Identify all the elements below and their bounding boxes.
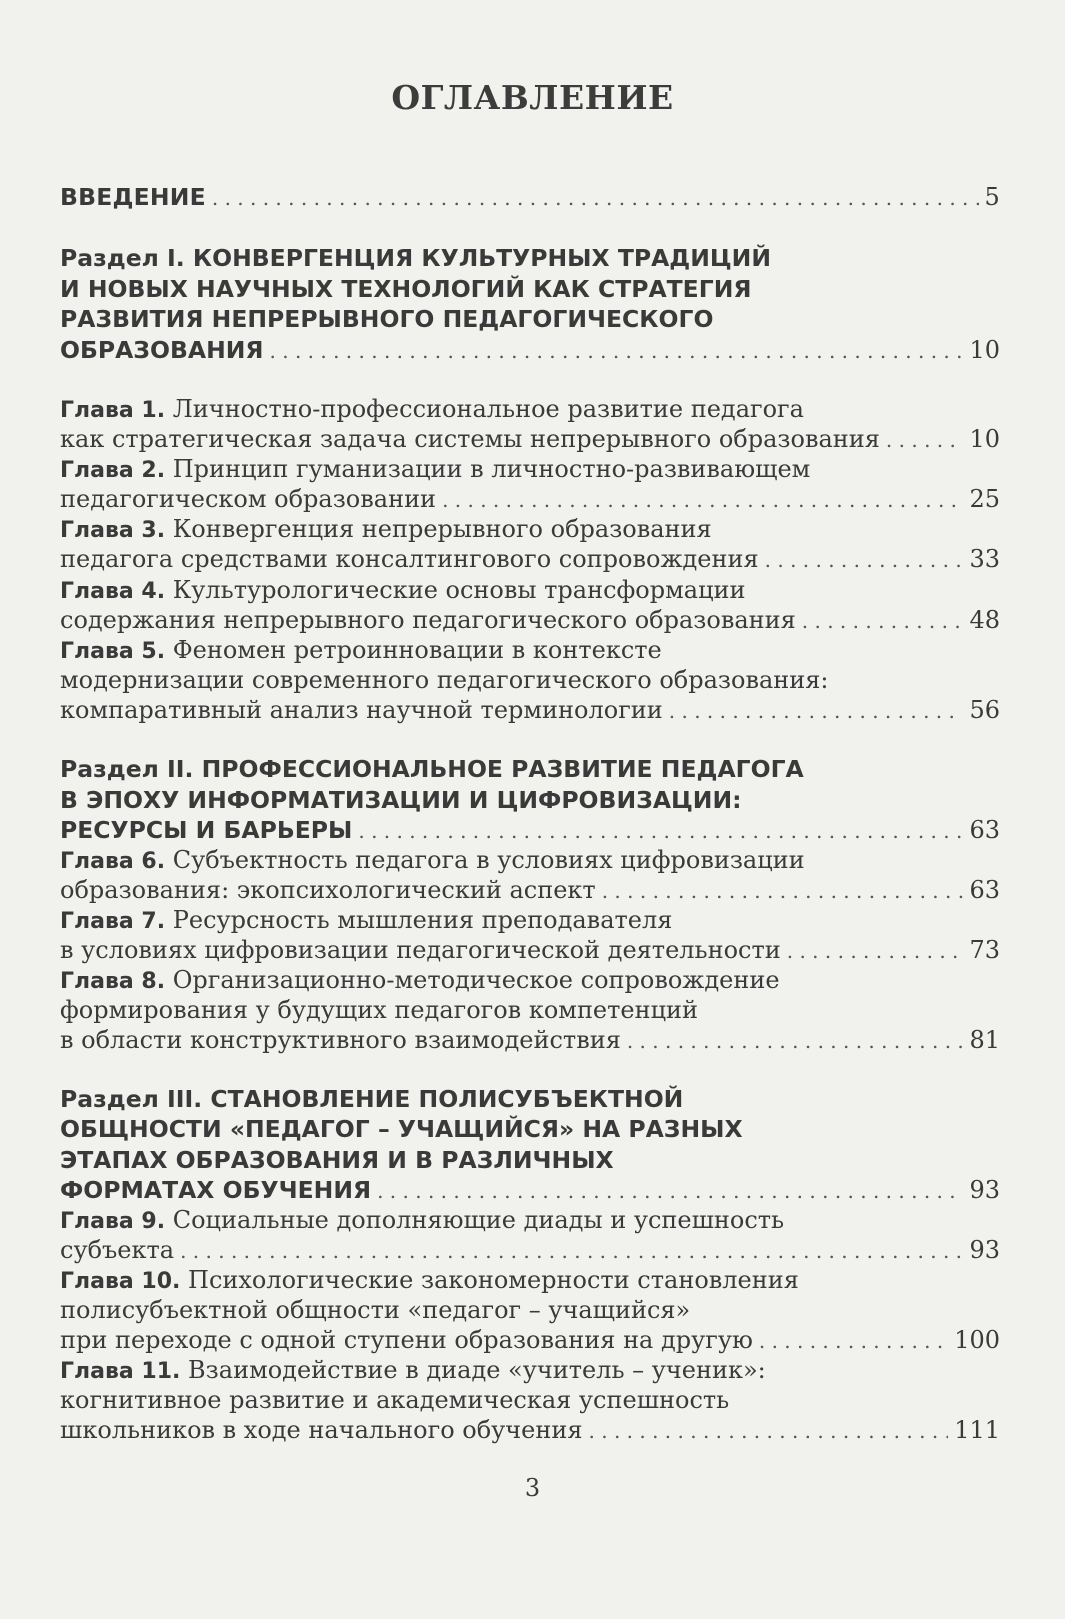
chapter-title: в условиях цифровизации педагогической деятельности [60,936,781,964]
chapter-title: как стратегическая задача системы непрерывного образования [60,425,880,453]
dot-leader [180,1236,963,1267]
page-number: 100 [954,1326,1000,1354]
chapter-1-line-1[interactable] [60,394,1000,425]
page-number: 73 [969,936,1000,964]
page-number: 93 [969,1236,1000,1264]
chapter-8-line-3[interactable] [60,1025,1000,1056]
chapter-title: образования: экопсихологический аспект [60,876,596,904]
toc-entry-introduction[interactable] [60,182,1000,213]
chapter-11-line-3[interactable] [60,1415,1000,1446]
chapter-3-line-2[interactable] [60,544,1000,575]
chapter-title: педагога средствами консалтингового сопровождения [60,545,759,573]
chapter-6-line-2[interactable] [60,875,1000,906]
chapter-11-line-2[interactable]: когнитивное развитие и академическая успешность [60,1386,730,1414]
chapter-10-line-3[interactable] [60,1325,1000,1356]
page-number: 33 [969,545,1000,573]
chapter-4-line-1[interactable] [60,575,1000,606]
chapter-label: Глава 11. [60,1359,181,1384]
chapter-10-line-2[interactable]: полисубъектной общности «педагог – учащийся» [60,1296,691,1324]
dot-leader [270,336,964,367]
chapter-title: компаративный анализ научной терминологии [60,696,663,724]
chapter-8-line-1[interactable] [60,965,1000,996]
dot-leader [627,1026,964,1057]
chapter-8-line-2[interactable]: формирования у будущих педагогов компетенций [60,996,699,1024]
chapter-title: Субъектность педагога в условиях цифровизации [172,846,805,874]
chapter-1-line-2[interactable] [60,424,1000,455]
chapter-label: Глава 8. [60,969,166,994]
chapter-3-line-1[interactable] [60,514,1000,545]
page-title: ОГЛАВЛЕНИЕ [391,78,674,117]
section-2-line-3[interactable] [60,815,1000,846]
folio-page-number: 3 [524,1474,541,1502]
section-2-line-2[interactable]: В ЭПОХУ ИНФОРМАТИЗАЦИИ И ЦИФРОВИЗАЦИИ: [60,786,742,814]
chapter-title: Психологические закономерности становления [188,1266,799,1294]
chapter-label: Глава 3. [60,518,166,543]
page-number: 48 [969,606,1000,634]
chapter-label: Глава 6. [60,849,166,874]
chapter-title: субъекта [60,1236,175,1264]
chapter-11-line-1[interactable] [60,1355,1000,1386]
chapter-6-line-1[interactable] [60,845,1000,876]
page-number: 81 [969,1026,1000,1054]
dot-leader [886,425,964,456]
dot-leader [589,1416,949,1447]
chapter-title: Личностно-профессиональное развитие педагога [172,395,804,423]
section-1-line-1[interactable]: Раздел I. КОНВЕРГЕНЦИЯ КУЛЬТУРНЫХ ТРАДИЦИЙ [60,244,772,272]
chapter-label: Глава 5. [60,639,166,664]
chapter-label: Глава 10. [60,1269,181,1294]
page-number: 63 [969,816,1000,844]
section-3-line-4[interactable] [60,1175,1000,1206]
chapter-label: Глава 7. [60,909,166,934]
entry-label: ФОРМАТАХ ОБУЧЕНИЯ [60,1176,372,1204]
chapter-10-line-1[interactable] [60,1265,1000,1296]
chapter-title: Социальные дополняющие диады и успешность [172,1206,785,1234]
entry-label: ОБРАЗОВАНИЯ [60,336,264,364]
dot-leader [669,696,964,727]
entry-label: РЕСУРСЫ И БАРЬЕРЫ [60,816,353,844]
page-number: 5 [984,183,1000,211]
section-3-line-3[interactable]: ЭТАПАХ ОБРАЗОВАНИЯ И В РАЗЛИЧНЫХ [60,1146,614,1174]
page-number: 10 [969,336,1000,364]
page-number: 111 [954,1416,1000,1444]
section-3-line-2[interactable]: ОБЩНОСТИ «ПЕДАГОГ – УЧАЩИЙСЯ» НА РАЗНЫХ [60,1115,743,1143]
chapter-title: Конвергенция непрерывного образования [172,515,712,543]
chapter-7-line-2[interactable] [60,935,1000,966]
page-number: 56 [969,696,1000,724]
chapter-7-line-1[interactable] [60,905,1000,936]
page-number: 93 [969,1176,1000,1204]
page-number: 63 [969,876,1000,904]
chapter-label: Глава 1. [60,398,166,423]
chapter-title: в области конструктивного взаимодействия [60,1026,621,1054]
dot-leader [787,936,964,967]
chapter-title: Принцип гуманизации в личностно-развивающем [172,455,811,483]
page-number: 25 [969,485,1000,513]
dot-leader [759,1326,948,1357]
chapter-label: Глава 9. [60,1209,166,1234]
section-1-line-2[interactable]: И НОВЫХ НАУЧНЫХ ТЕХНОЛОГИЙ КАК СТРАТЕГИЯ [60,275,752,303]
chapter-5-line-3[interactable] [60,695,1000,726]
chapter-title: школьников в ходе начального обучения [60,1416,583,1444]
chapter-title: Взаимодействие в диаде «учитель – ученик»: [188,1356,766,1384]
section-2-line-1[interactable]: Раздел II. ПРОФЕССИОНАЛЬНОЕ РАЗВИТИЕ ПЕДАГОГА [60,755,804,783]
chapter-title: при переходе с одной ступени образования на другую [60,1326,753,1354]
chapter-2-line-1[interactable] [60,454,1000,485]
dot-leader [377,1176,963,1207]
dot-leader [358,816,963,847]
dot-leader [602,876,964,907]
chapter-title: педагогическом образовании [60,485,437,513]
section-3-line-1[interactable]: Раздел III. СТАНОВЛЕНИЕ ПОЛИСУБЪЕКТНОЙ [60,1085,684,1113]
section-1-line-3[interactable]: РАЗВИТИЯ НЕПРЕРЫВНОГО ПЕДАГОГИЧЕСКОГО [60,305,714,333]
page-number: 10 [969,425,1000,453]
chapter-4-line-2[interactable] [60,605,1000,636]
dot-leader [765,545,964,576]
chapter-9-line-1[interactable] [60,1205,1000,1236]
chapter-label: Глава 4. [60,579,166,604]
chapter-title: содержания непрерывного педагогического образования [60,606,796,634]
dot-leader [212,183,979,214]
chapter-5-line-1[interactable] [60,635,1000,666]
chapter-title: Организационно-методическое сопровождение [172,966,780,994]
chapter-label: Глава 2. [60,458,166,483]
chapter-2-line-2[interactable] [60,484,1000,515]
dot-leader [802,606,964,637]
chapter-title: Ресурсность мышления преподавателя [172,906,673,934]
chapter-5-line-2[interactable]: модернизации современного педагогического образования: [60,666,829,694]
dot-leader [442,485,963,516]
section-1-line-4[interactable] [60,335,1000,366]
chapter-title: Культурологические основы трансформации [172,576,746,604]
entry-label: ВВЕДЕНИЕ [60,183,206,211]
chapter-9-line-2[interactable] [60,1235,1000,1266]
chapter-title: Феномен ретроинновации в контексте [172,636,662,664]
